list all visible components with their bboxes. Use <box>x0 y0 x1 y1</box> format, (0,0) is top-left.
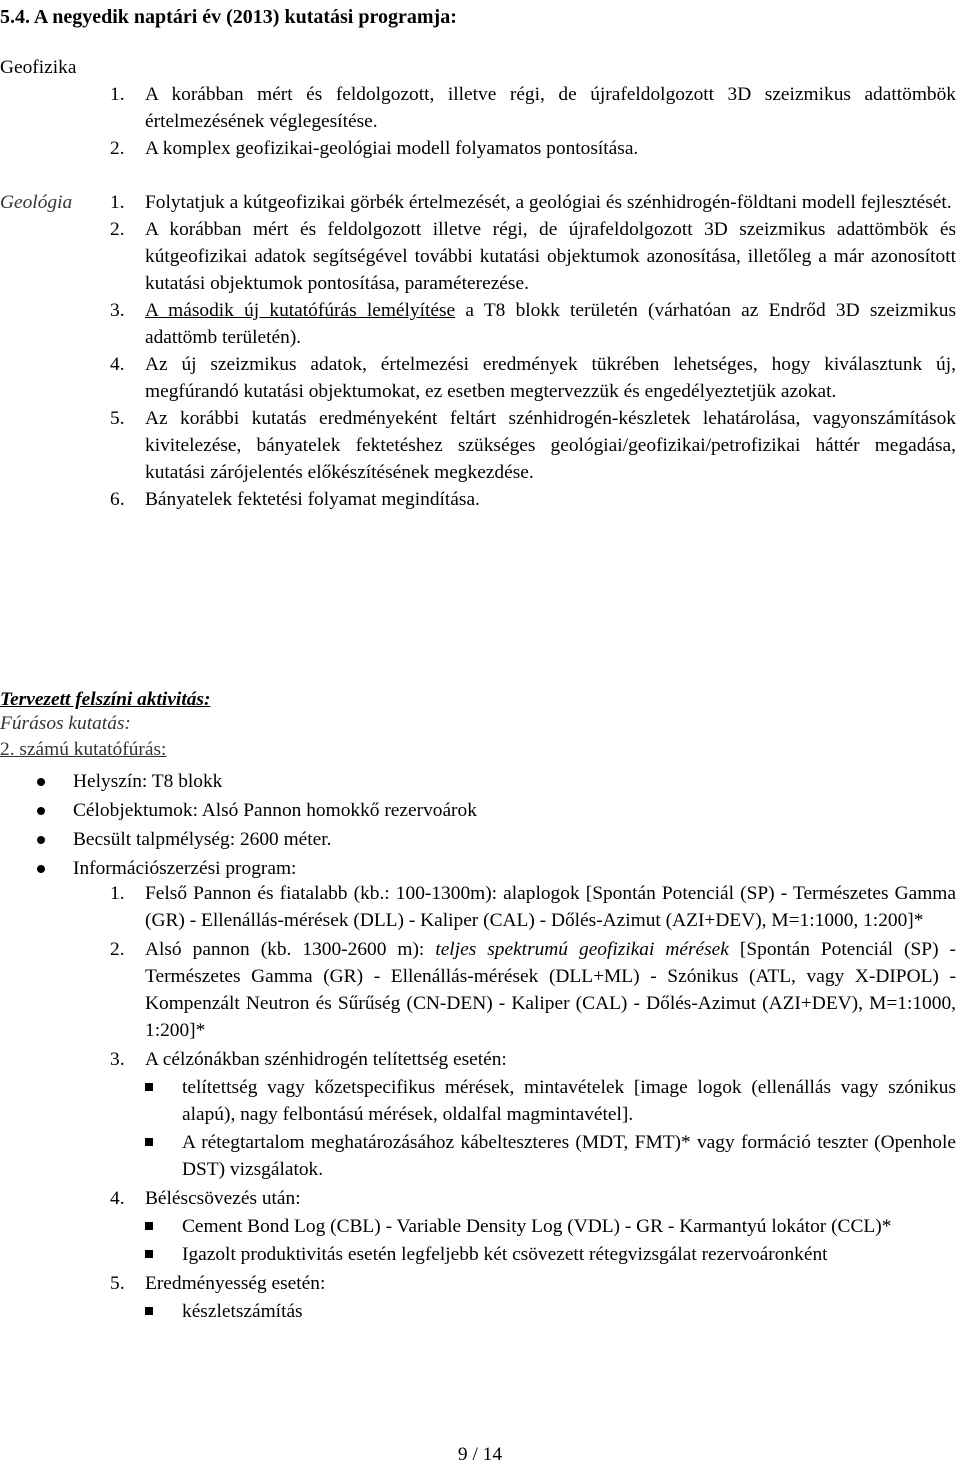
geologia-list <box>110 189 956 513</box>
list-item: 2. Alsó pannon (kb. 1300-2600 m): teljes spektrumú geofizikai mérések [Spontán Potenciál (SP) - Természetes Gamma (GR) - Ellenállás-mérések (DLL+ML) - Szónikus (ATL, vagy X-DIPOL) - Kompenzált Neutron és Sűrűség (CN-DEN) - Kaliper (CAL) - Dőlés-Azimut (AZI+DEV), M=1:1000, 1:200]* <box>110 939 956 1041</box>
list-item: 1. Felső Pannon és fiatalabb (kb.: 100-1300m): alaplogok [Spontán Potenciál (SP) - Természetes Gamma (GR) - Ellenállás-mérések (DLL) - Kaliper (CAL) - Dőlés-Azimut (AZI+DEV), M=1:1000, 1:200]* <box>110 883 956 931</box>
list-item: 1. Folytatjuk a kútgeofizikai görbék értelmezését, a geológiai és szénhidrogén-földtani modell fejlesztését. <box>110 192 952 213</box>
bullet-icon <box>37 836 45 844</box>
sublist <box>145 1298 956 1325</box>
list-item: 2. A komplex geofizikai-geológiai modell folyamatos pontosítása. <box>110 138 639 159</box>
well-label: 2. számú kutatófúrás: <box>0 739 167 760</box>
list-item: Helyszín: T8 blokk <box>37 768 957 795</box>
sublist <box>145 1074 956 1183</box>
activity-subtitle: Fúrásos kutatás: <box>0 713 131 734</box>
bullet-icon <box>37 865 45 873</box>
square-bullet-icon <box>145 1250 153 1258</box>
activity-title: Tervezett felszíni aktivitás: <box>0 689 211 710</box>
sublist <box>145 1213 956 1268</box>
list-item: Becsült talpmélység: 2600 méter. <box>37 826 957 853</box>
list-item: készletszámítás <box>145 1298 956 1325</box>
bullet-icon <box>37 778 45 786</box>
well-bullets <box>37 768 957 882</box>
geofizika-label: Geofizika <box>0 57 77 78</box>
geologia-label: Geológia <box>0 192 73 213</box>
list-item: 1. A korábban mért és feldolgozott, illetve régi, de újrafeldolgozott 3D szeizmikus adattömbök értelmezésének véglegesítése. <box>110 84 956 132</box>
program-list <box>110 880 956 1325</box>
list-item: telítettség vagy kőzetspecifikus mérések, mintavételek [image logok (ellenállás vagy szónikus alapú), nagy felbontású mérések, oldalfal magmintavétel]. <box>145 1074 956 1128</box>
list-item: 2. A korábban mért és feldolgozott illetve régi, de újrafeldolgozott 3D szeizmikus adattömbök és kútgeofizikai adatok segítségével további kutatási objektumok azonosítása, illetőleg a már azonosított kutatási objektumok pontosítása, paraméterezése. <box>110 219 956 294</box>
list-item: 5. Az korábbi kutatás eredményeként feltárt szénhidrogén-készletek lehatárolása, vagyonszámítások kivitelezése, bányatelek fektetéshez szükséges geológiai/geofizikai/petrofizikai háttér megadása, kutatási zárójelentés előkészítésének megkezdése. <box>110 408 956 483</box>
underlined-phrase: A második új kutatófúrás lemélyítése <box>145 300 456 321</box>
list-item: Cement Bond Log (CBL) - Variable Density Log (VDL) - GR - Karmantyú lokátor (CCL)* <box>145 1213 956 1240</box>
list-item: 4. Az új szeizmikus adatok, értelmezési eredmények tükrében lehetséges, hogy kiválasztunk új, megfúrandó kutatási objektumokat, ez esetben megtervezzük és engedélyeztetjük azokat. <box>110 354 956 402</box>
square-bullet-icon <box>145 1222 153 1230</box>
square-bullet-icon <box>145 1083 153 1091</box>
page-number: 9 / 14 <box>457 1444 503 1465</box>
list-item: A rétegtartalom meghatározásához kábelteszteres (MDT, FMT)* vagy formáció teszter (Openhole DST) vizsgálatok. <box>145 1129 956 1183</box>
list-item: Célobjektumok: Alsó Pannon homokkő rezervoárok <box>37 797 957 824</box>
square-bullet-icon <box>145 1307 153 1315</box>
section-heading: 5.4. A negyedik naptári év (2013) kutatási programja: <box>0 6 457 28</box>
square-bullet-icon <box>145 1138 153 1146</box>
list-item: 3. A második új kutatófúrás lemélyítése a T8 blokk területén (várhatóan az Endrőd 3D szeizmikus adattömb területén). <box>110 300 956 348</box>
list-item: Információszerzési program: <box>37 855 957 882</box>
list-item: 5. Eredményesség esetén: készletszámítás <box>110 1270 956 1325</box>
list-item: 3. A célzónákban szénhidrogén telítettség esetén: telítettség vagy kőzetspecifikus mérések, mintavételek [image logok (ellenállás vagy szónikus alapú), nagy felbontású mérések, oldalfal magmintavétel]. A rétegtartalom meghatározásához kábelteszteres (MDT, FMT)* vagy formáció teszter (Openhole DST) vizsgálatok. <box>110 1046 956 1183</box>
bullet-icon <box>37 807 45 815</box>
list-item: 4. Béléscsövezés után: Cement Bond Log (CBL) - Variable Density Log (VDL) - GR - Karmantyú lokátor (CCL)* Igazolt produktivitás esetén legfeljebb két csövezett rétegvizsgálat rezervoáronként <box>110 1185 956 1268</box>
list-item: Igazolt produktivitás esetén legfeljebb két csövezett rétegvizsgálat rezervoáronként <box>145 1241 956 1268</box>
list-item: 6. Bányatelek fektetési folyamat megindítása. <box>110 489 480 510</box>
geofizika-list <box>110 81 956 162</box>
